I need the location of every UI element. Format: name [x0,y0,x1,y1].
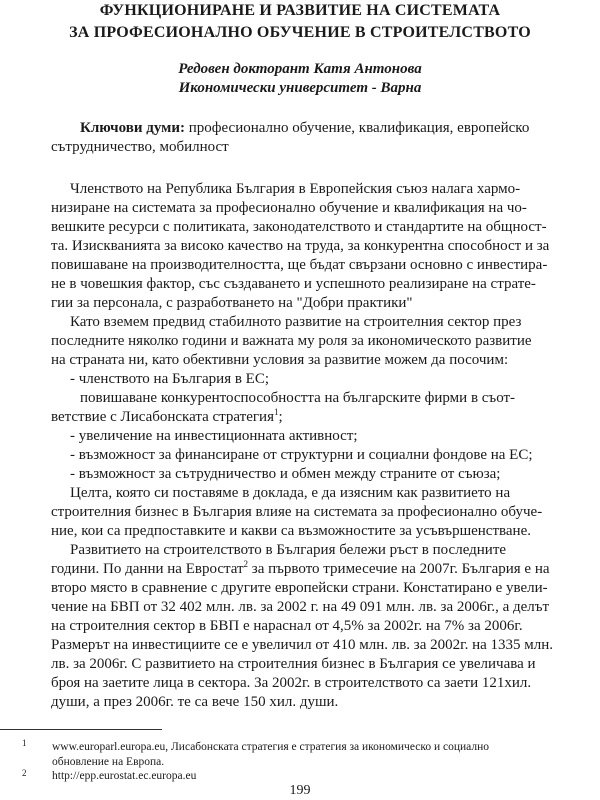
body-line-text: ветствие с Лисабонската стратегия [51,409,274,425]
keywords-text-1: професионално обучение, квалификация, европейско [185,120,530,136]
footnote-number-1: 1 [22,738,27,748]
body-line: лв. за 2006г. С развитието на строителния бизнес в България се увеличава и [51,656,536,672]
footnote-number-2: 2 [22,768,27,778]
body-line: души, а през 2006г. те са вече 150 хил. души. [51,694,339,710]
body-line: Развитието на строителството в България бележи ръст в последните [70,542,507,558]
list-item: - членството на България в ЕС; [70,371,270,387]
body-line-text: за първото тримесечие на 2007г. България е на [248,561,550,577]
body-line: гии за персонала, с разработването на "Добри практики" [51,295,413,311]
body-line: повишаване на производителността, ще бъдат свързани основно с инвестира- [51,257,548,273]
body-line: Като вземем предвид стабилното развитие на строителния сектор през [70,314,522,330]
keywords-label: Ключови думи: [80,120,186,136]
paper-title-line-2: ЗА ПРОФЕСИОНАЛНО ОБУЧЕНИЕ В СТРОИТЕЛСТВОТО [69,24,531,41]
author-affiliation: Икономически университет - Варна [178,80,422,96]
semicolon: ; [278,409,283,425]
list-item: - възможност за финансиране от структурни и социални фондове на ЕС; [70,447,533,463]
body-line [51,560,550,578]
body-line: на страната ни, като обективни условия за развитие можем да посочим: [51,352,509,368]
body-line: на строителния сектор в БВП е нараснал от 4,5% за 2002г. на 7% за 2006г. [51,618,523,634]
list-item [51,408,283,426]
body-line: броя на заетите лица в сектора. За 2002г. в строителството са заети 121хил. [51,675,532,691]
body-line: вешките ресурси с политиката, законодателството и стандартите на общност- [51,219,547,235]
keywords-line-2: сътрудничество, мобилност [51,139,229,155]
body-line: второ място в сравнение с другите европейски страни. Констатирано е увели- [51,580,548,596]
page-number: 199 [289,783,311,798]
body-line: Целта, която си поставяме в доклада, е да изясним как развитието на [70,485,511,501]
body-line: не в човешкия фактор, със създаването и успешното реализиране на страте- [51,276,536,292]
author-name: Редовен докторант Катя Антонова [178,61,422,77]
body-line-text: години. По данни на Евростат [51,561,244,577]
body-line: чение на БВП от 32 402 млн. лв. за 2002 г. на 49 091 млн. лв. за 2006г., а делът [51,599,550,615]
list-item: повишаване конкурентоспособността на българските фирми в съот- [80,390,516,406]
body-line: Членството на Република България в Европейския съюз налага хармо- [70,181,521,197]
body-line: последните няколко години и важната му роля за икономическото развитие [51,333,532,349]
keywords-line-1 [80,119,529,138]
footnote-1-line-2: обновление на Европа. [52,756,165,768]
list-item: - възможност за сътрудничество и обмен между страните от съюза; [70,466,501,482]
body-line: та. Изискванията за високо качество на труда, за конкурентна способност и за [51,238,550,254]
footnote-1-line-1[interactable]: www.europarl.europa.eu, Лисабонската стратегия е стратегия за икономическо и социално [52,741,489,753]
body-line: низиране на системата за професионално обучение и квалификация на чо- [51,200,527,216]
footnote-ref-1[interactable]: 1 [273,407,279,417]
body-line: строителния бизнес в България влияе на системата за професионално обуче- [51,504,543,520]
body-line: Размерът на инвестициите се е увеличил от 410 млн. лв. за 2002г. на 1335 млн. [51,637,554,653]
footnote-2-link[interactable]: http://epp.eurostat.ec.europa.eu [52,770,197,782]
footnote-ref-2[interactable]: 2 [243,559,249,569]
footnote-divider [0,729,162,730]
list-item: - увеличение на инвестиционната активност; [70,428,358,444]
paper-title-line-1: ФУНКЦИОНИРАНЕ И РАЗВИТИЕ НА СИСТЕМАТА [99,2,501,19]
body-line: ние, кои са предпоставките и какви са възможностите за усъвършенстване. [51,523,531,539]
